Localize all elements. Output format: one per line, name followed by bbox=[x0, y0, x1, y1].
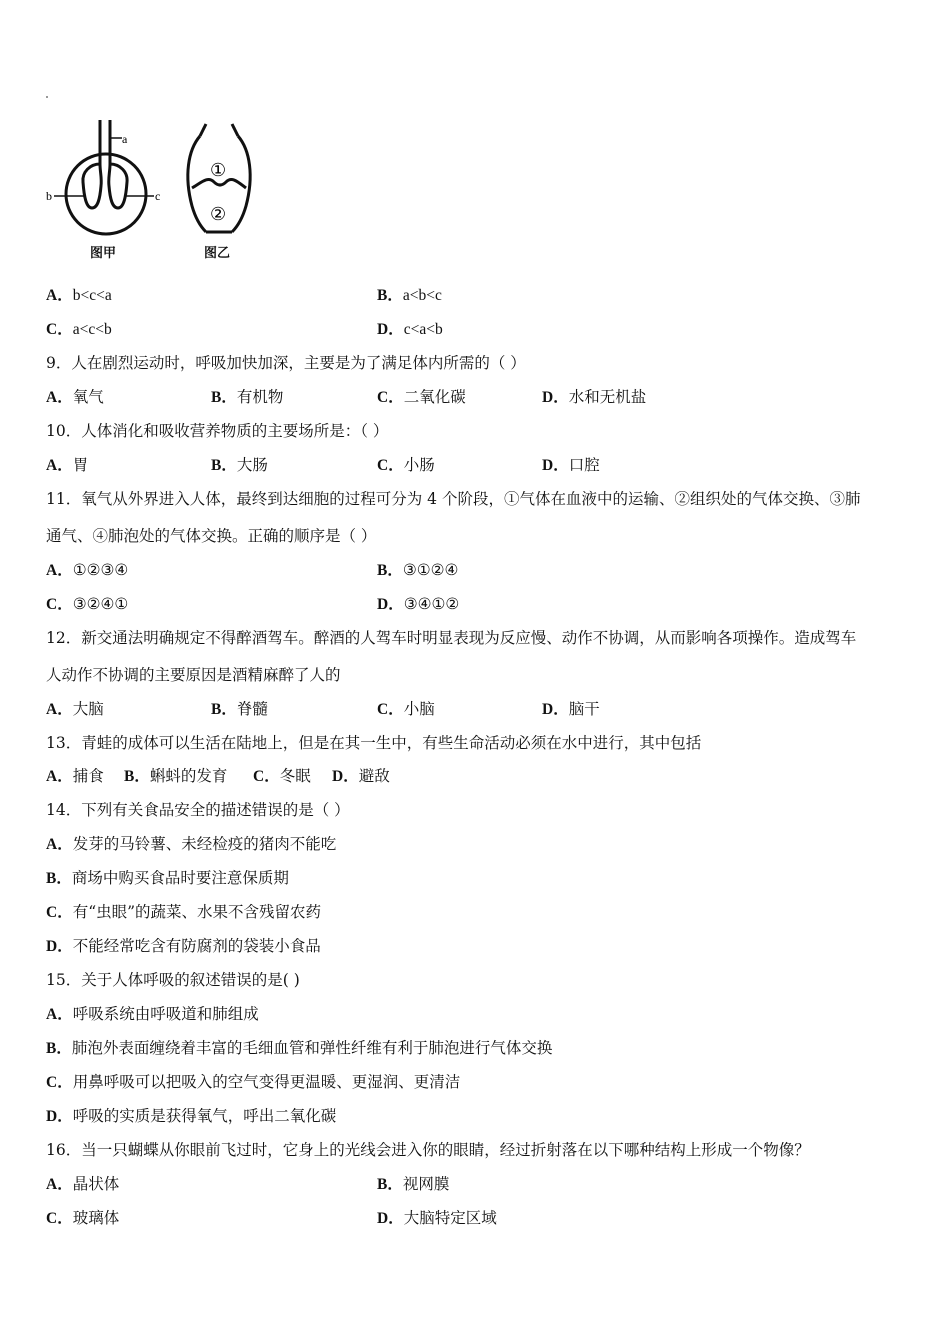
q13-option-a[interactable] bbox=[46, 766, 104, 787]
option-text: 玻璃体 bbox=[72, 1209, 120, 1227]
option-text: 视网膜 bbox=[402, 1175, 450, 1193]
q8-option-d[interactable] bbox=[377, 319, 443, 340]
q12-stem-line2: 人动作不协调的主要原因是酒精麻醉了人的 bbox=[46, 666, 341, 684]
option-letter: C． bbox=[46, 904, 73, 921]
option-text: ③②④① bbox=[72, 595, 129, 613]
q16-option-c[interactable] bbox=[46, 1208, 119, 1229]
q11-option-c[interactable] bbox=[46, 594, 128, 615]
option-text: 有机物 bbox=[236, 388, 284, 406]
option-letter: A． bbox=[46, 457, 73, 474]
breathing-model-figure bbox=[46, 116, 286, 266]
option-text: 口腔 bbox=[568, 456, 600, 474]
option-text: 肺泡外表面缠绕着丰富的毛细血管和弹性纤维有利于肺泡进行气体交换 bbox=[71, 1039, 553, 1057]
option-letter: D． bbox=[542, 701, 569, 718]
option-text: 蝌蚪的发育 bbox=[149, 767, 228, 785]
option-text: 大脑特定区域 bbox=[403, 1209, 497, 1227]
q10-option-b[interactable] bbox=[211, 455, 268, 476]
option-text: 晶状体 bbox=[72, 1175, 120, 1193]
option-text: 脑干 bbox=[568, 700, 600, 718]
q10-option-d[interactable] bbox=[542, 455, 600, 476]
option-text: 大脑 bbox=[72, 700, 104, 718]
option-text: a<b<c bbox=[402, 287, 442, 304]
option-letter: A． bbox=[46, 287, 73, 304]
option-text: 用鼻呼吸可以把吸入的空气变得更温暖、更湿润、更清洁 bbox=[72, 1073, 461, 1091]
option-text: c<a<b bbox=[403, 321, 443, 338]
option-letter: C． bbox=[253, 768, 280, 785]
q12-option-b[interactable] bbox=[211, 699, 268, 720]
q11-option-d[interactable] bbox=[377, 594, 459, 615]
q12-stem-line1: 12．新交通法明确规定不得醉酒驾车。醉酒的人驾车时明显表现为反应慢、动作不协调，从而影响各项操作。造成驾车 bbox=[46, 629, 857, 647]
option-text: 水和无机盐 bbox=[568, 388, 647, 406]
label-c: c bbox=[155, 189, 161, 203]
q13-stem: 13．青蛙的成体可以生活在陆地上，但是在其一生中，有些生命活动必须在水中进行，其中包括 bbox=[46, 734, 702, 752]
q11-stem-line2: 通气、④肺泡处的气体交换。正确的顺序是（ ） bbox=[46, 527, 377, 545]
option-letter: B． bbox=[211, 389, 237, 406]
option-text: 氧气 bbox=[72, 388, 104, 406]
q10-option-c[interactable] bbox=[377, 455, 435, 476]
option-letter: D． bbox=[377, 1210, 404, 1227]
q15-stem: 15．关于人体呼吸的叙述错误的是( ) bbox=[46, 971, 300, 989]
q14-stem: 14．下列有关食品安全的描述错误的是（ ） bbox=[46, 801, 350, 819]
q8-option-a[interactable] bbox=[46, 285, 112, 306]
option-letter: D． bbox=[542, 457, 569, 474]
q13-option-b[interactable] bbox=[124, 766, 227, 787]
option-text: a<c<b bbox=[72, 321, 112, 338]
option-letter: B． bbox=[377, 1176, 403, 1193]
option-letter: C． bbox=[46, 1210, 73, 1227]
option-text: 避敌 bbox=[358, 767, 390, 785]
option-letter: C． bbox=[46, 1074, 73, 1091]
q11-option-b[interactable] bbox=[377, 560, 458, 581]
option-text: 二氧化碳 bbox=[403, 388, 466, 406]
label-a: a bbox=[122, 132, 128, 146]
label-1: ① bbox=[210, 160, 227, 181]
q11-option-a[interactable] bbox=[46, 560, 128, 581]
q9-stem: 9．人在剧烈运动时，呼吸加快加深，主要是为了满足体内所需的（ ） bbox=[46, 354, 526, 372]
q14-option-c[interactable] bbox=[46, 902, 321, 923]
option-text: 胃 bbox=[72, 456, 89, 474]
q8-option-b[interactable] bbox=[377, 285, 442, 306]
q16-option-d[interactable] bbox=[377, 1208, 497, 1229]
caption-jia: 图甲 bbox=[90, 246, 117, 261]
option-letter: A． bbox=[46, 1006, 73, 1023]
breathing-model-diagram bbox=[46, 116, 286, 266]
option-text: ①②③④ bbox=[72, 561, 129, 579]
option-text: ③④①② bbox=[403, 595, 460, 613]
option-text: 捕食 bbox=[72, 767, 104, 785]
figure-jia bbox=[54, 120, 154, 234]
option-letter: C． bbox=[377, 389, 404, 406]
option-text: 脊髓 bbox=[236, 700, 268, 718]
option-letter: D． bbox=[377, 596, 404, 613]
q8-option-c[interactable] bbox=[46, 319, 112, 340]
option-letter: D． bbox=[332, 768, 359, 785]
label-2: ② bbox=[210, 204, 227, 225]
option-letter: B． bbox=[211, 701, 237, 718]
q12-option-c[interactable] bbox=[377, 699, 435, 720]
option-letter: B． bbox=[46, 1040, 72, 1057]
option-letter: C． bbox=[46, 321, 73, 338]
q9-option-d[interactable] bbox=[542, 387, 646, 408]
option-text: 小肠 bbox=[403, 456, 435, 474]
q13-option-d[interactable] bbox=[332, 766, 390, 787]
option-letter: A． bbox=[46, 389, 73, 406]
q16-option-b[interactable] bbox=[377, 1174, 449, 1195]
q15-option-a[interactable] bbox=[46, 1004, 259, 1025]
option-text: 不能经常吃含有防腐剂的袋装小食品 bbox=[72, 937, 321, 955]
option-letter: B． bbox=[46, 870, 72, 887]
q14-option-a[interactable] bbox=[46, 834, 336, 855]
option-letter: B． bbox=[211, 457, 237, 474]
q9-option-b[interactable] bbox=[211, 387, 283, 408]
option-letter: C． bbox=[46, 596, 73, 613]
option-text: 发芽的马铃薯、未经检疫的猪肉不能吃 bbox=[72, 835, 337, 853]
option-text: 小脑 bbox=[403, 700, 435, 718]
option-letter: D． bbox=[46, 938, 73, 955]
option-letter: B． bbox=[124, 768, 150, 785]
option-letter: C． bbox=[377, 457, 404, 474]
option-text: ③①②④ bbox=[402, 561, 459, 579]
q14-option-b[interactable] bbox=[46, 868, 289, 889]
q11-stem-line1: 11．氧气从外界进入人体，最终到达细胞的过程可分为 4 个阶段，①气体在血液中的运输、②组织处的气体交换、③肺 bbox=[46, 490, 861, 508]
option-letter: A． bbox=[46, 701, 73, 718]
option-text: b<c<a bbox=[72, 287, 112, 304]
q15-option-c[interactable] bbox=[46, 1072, 460, 1093]
option-letter: D． bbox=[377, 321, 404, 338]
option-text: 冬眠 bbox=[279, 767, 311, 785]
q16-option-a[interactable] bbox=[46, 1174, 119, 1195]
q9-option-c[interactable] bbox=[377, 387, 466, 408]
q14-option-d[interactable] bbox=[46, 936, 321, 957]
caption-yi: 图乙 bbox=[204, 246, 231, 261]
q12-option-d[interactable] bbox=[542, 699, 600, 720]
jar-outline bbox=[66, 154, 146, 234]
option-text: 大肠 bbox=[236, 456, 268, 474]
q10-option-a[interactable] bbox=[46, 455, 88, 476]
q13-option-c[interactable] bbox=[253, 766, 311, 787]
q9-option-a[interactable] bbox=[46, 387, 104, 408]
q16-stem: 16．当一只蝴蝶从你眼前飞过时，它身上的光线会进入你的眼睛，经过折射落在以下哪种结构上形成一个物像？ bbox=[46, 1141, 810, 1159]
option-letter: B． bbox=[377, 287, 403, 304]
option-letter: A． bbox=[46, 1176, 73, 1193]
option-letter: A． bbox=[46, 768, 73, 785]
option-letter: A． bbox=[46, 836, 73, 853]
option-text: 有“虫眼”的蔬菜、水果不含残留农药 bbox=[72, 903, 322, 921]
q15-option-b[interactable] bbox=[46, 1038, 552, 1059]
q15-option-d[interactable] bbox=[46, 1106, 336, 1127]
q10-stem: 10．人体消化和吸收营养物质的主要场所是：（ ） bbox=[46, 422, 389, 440]
option-text: 呼吸的实质是获得氧气，呼出二氧化碳 bbox=[72, 1107, 337, 1125]
label-b: b bbox=[46, 189, 52, 203]
option-letter: B． bbox=[377, 562, 403, 579]
q12-option-a[interactable] bbox=[46, 699, 104, 720]
option-letter: D． bbox=[542, 389, 569, 406]
option-letter: C． bbox=[377, 701, 404, 718]
option-text: 呼吸系统由呼吸道和肺组成 bbox=[72, 1005, 259, 1023]
scan-speck bbox=[46, 96, 48, 98]
option-letter: A． bbox=[46, 562, 73, 579]
option-text: 商场中购买食品时要注意保质期 bbox=[71, 869, 289, 887]
option-letter: D． bbox=[46, 1108, 73, 1125]
